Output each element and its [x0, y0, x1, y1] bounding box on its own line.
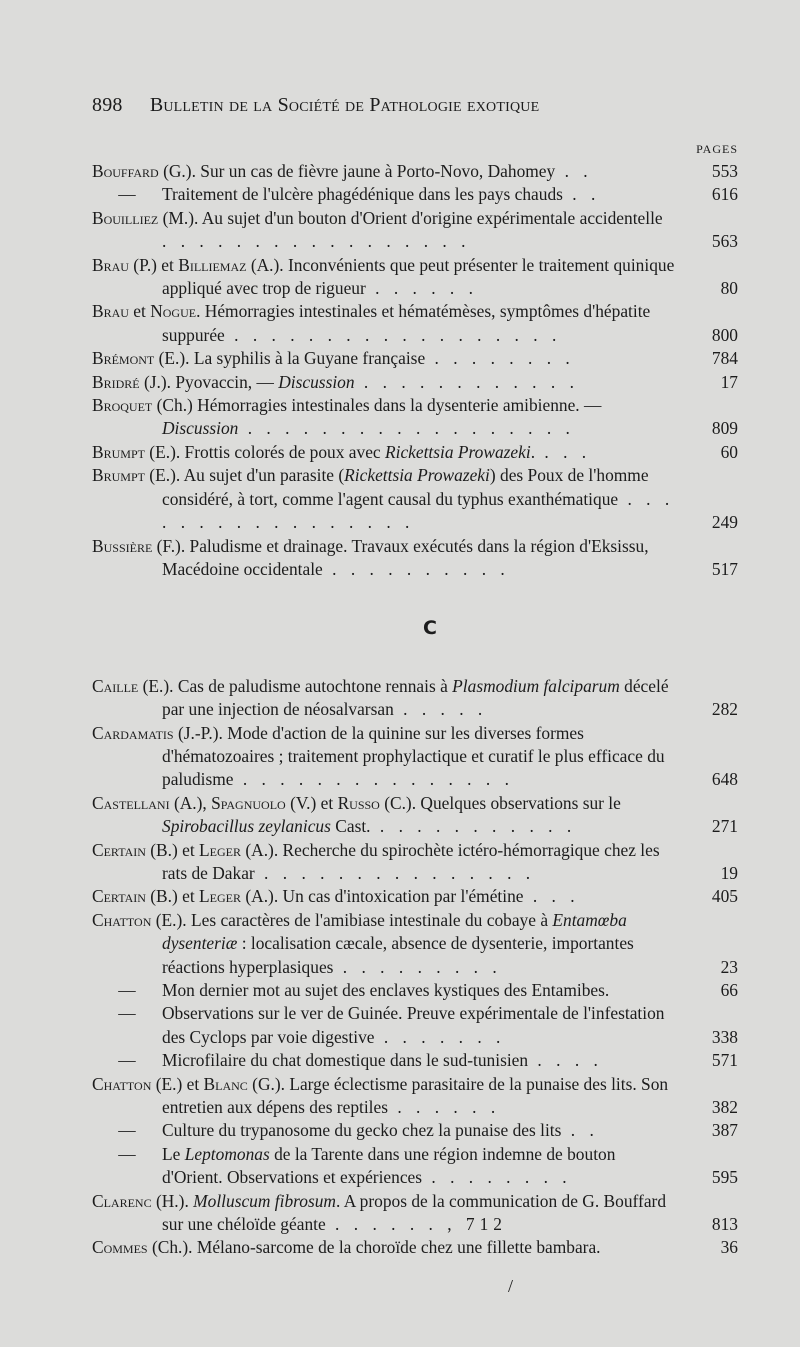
- entry-coauthor: Leger: [199, 886, 241, 907]
- entry-page-number: 60: [720, 441, 738, 462]
- entry-page-number: 271: [711, 816, 738, 837]
- index-entry: [92, 254, 738, 301]
- entry-coauthor: Russo: [337, 792, 380, 813]
- entry-text: [92, 183, 738, 206]
- entry-text: [92, 441, 738, 464]
- entry-italic-text: Discussion: [278, 371, 355, 392]
- entry-text: [92, 909, 738, 979]
- entry-title-text: de la Tarente dans une région indemne de bouton d'Orient. Observations et expériences: [162, 1143, 616, 1188]
- entry-page-number: 338: [711, 1026, 738, 1047]
- dot-leader: . . . . . . . . . .: [322, 558, 510, 579]
- ditto-dash: —: [118, 1003, 136, 1024]
- dot-leader: . . . . . . . . . . . . . . . . .: [162, 488, 675, 533]
- entry-title-text: .: [530, 441, 536, 462]
- dot-leader: . . . . .: [393, 699, 488, 720]
- entry-text: [92, 1073, 738, 1120]
- entry-author: Commes: [92, 1237, 148, 1258]
- entry-text: [92, 1049, 738, 1072]
- entry-page-number: 809: [711, 418, 738, 439]
- entry-author: Caille: [92, 675, 139, 696]
- entry-coauthor: Nogue: [150, 301, 197, 322]
- entry-author: Brémont: [92, 348, 155, 369]
- index-entry: [92, 183, 738, 206]
- index-entry: [92, 675, 738, 722]
- entry-page-number: 405: [711, 886, 738, 907]
- entry-title-text: (A.). Inconvénients que peut présenter le traitement quinique appliqué avec trop de rigueur: [162, 254, 675, 299]
- entry-page-number: 17: [720, 371, 738, 392]
- entry-page-number: 648: [711, 769, 738, 790]
- running-title: Bulletin de la Société de Pathologie exotique: [149, 94, 540, 116]
- entry-page-number: 249: [711, 512, 738, 533]
- entry-title-text: Mon dernier mot au sujet des enclaves kystiques des Entamibes.: [162, 980, 610, 1000]
- dot-leader: . . . . . . . . . . . . . . .: [254, 862, 536, 883]
- entry-title-text: (E.). Au sujet d'un parasite (: [144, 465, 345, 486]
- entry-page-number: 387: [711, 1120, 738, 1141]
- index-entry: [92, 792, 738, 839]
- entry-text: [92, 300, 738, 347]
- entry-italic-text: Spirobacillus zeylanicus: [162, 816, 331, 837]
- entry-text: [92, 371, 738, 394]
- entry-title-text: (H.).: [151, 1190, 194, 1211]
- entry-title-text: (E.). Cas de paludisme autochtone rennais à: [138, 675, 453, 696]
- index-entry: [92, 535, 738, 582]
- entry-page-number: 517: [711, 558, 738, 579]
- entry-title-text: ) des Poux de l'homme considéré, à tort, comme l'agent causal du typhus exanthématique: [162, 465, 649, 509]
- entry-italic-text: Leptomonas: [184, 1143, 270, 1164]
- dot-leader: . . . . . . .: [374, 1026, 506, 1047]
- entry-text: [92, 792, 738, 839]
- index-entry: [92, 394, 738, 441]
- entry-page-number: 382: [711, 1097, 738, 1118]
- entry-author: Clarenc: [92, 1190, 152, 1211]
- entry-author: Cardamatis: [92, 722, 174, 743]
- dot-leader: . . . . . . . .: [422, 1167, 572, 1188]
- entry-text: [92, 347, 738, 370]
- index-entry: [92, 207, 738, 254]
- entry-title-text: (J.-P.). Mode d'action de la quinine sur les diverses formes d'hématozoaires ; traitement prophylactique et curatif le plus efficace du paludisme: [162, 722, 665, 790]
- entry-title-text: (A.). Recherche du spirochète ictéro-hémorragique chez les rats de Dakar: [162, 839, 660, 883]
- entry-italic-text: Rickettsia Prowazeki: [344, 465, 490, 486]
- index-entry: [92, 160, 738, 183]
- entry-title-text: Traitement de l'ulcère phagédénique dans les pays chauds: [162, 184, 563, 205]
- page-number: 898: [92, 94, 123, 116]
- entry-page-number: 19: [720, 862, 738, 883]
- index-entry: [92, 1073, 738, 1120]
- ditto-dash: —: [118, 1120, 136, 1141]
- entry-author: Castellani: [92, 792, 170, 813]
- index-entry: [92, 909, 738, 979]
- entry-title-text: (A.),: [169, 792, 212, 813]
- ditto-dash: —: [118, 184, 136, 205]
- dot-leader: . . .: [523, 886, 580, 907]
- entry-text: [92, 160, 738, 183]
- entry-page-number: 563: [711, 231, 738, 252]
- entry-title-text: (Ch.) Hémorragies intestinales dans la dysenterie amibienne. —: [152, 395, 602, 416]
- ditto-dash: —: [118, 1050, 136, 1071]
- entry-title-text: . Hémorragies intestinales et hématémèses, symptômes d'hépatite suppurée: [162, 301, 651, 345]
- dot-leader: . . . . . .: [365, 278, 478, 299]
- entry-page-number: 282: [711, 699, 738, 720]
- entry-title-text: (A.). Un cas d'intoxication par l'émétine: [241, 886, 524, 907]
- entry-author: Brumpt: [92, 465, 145, 486]
- entry-page-number: 36: [720, 1237, 738, 1258]
- entry-text: [92, 675, 738, 722]
- entry-title-text: Observations sur le ver de Guinée. Preuve expérimentale de l'infestation des Cyclops par voie digestive: [162, 1003, 665, 1047]
- entry-title-text: (G.). Large éclectisme parasitaire de la punaise des lits. Son entretien aux dépens des reptiles: [162, 1073, 669, 1118]
- entry-coauthor: Billiemaz: [178, 254, 247, 275]
- dot-leader: . . . . . . , 712: [325, 1214, 508, 1235]
- dot-leader: . .: [561, 1120, 599, 1141]
- entry-page-number: 800: [711, 324, 738, 345]
- entry-text: [92, 1236, 738, 1259]
- entry-title-text: (E.) et: [151, 1073, 204, 1094]
- dot-leader: . . . . . . . . . . . . . . .: [233, 769, 514, 790]
- entry-title-text: . A propos de la communication de G. Bouffard sur une chéloïde géante: [162, 1190, 667, 1235]
- entry-text: [92, 1119, 738, 1142]
- entry-title-text: Le: [162, 1143, 185, 1164]
- index-entry: [92, 1190, 738, 1237]
- index-entry: [92, 722, 738, 792]
- dot-leader: . . . . . . . . .: [333, 956, 502, 977]
- index-entry: [92, 1236, 738, 1259]
- entry-author: Broquet: [92, 395, 153, 416]
- entry-title-text: (C.). Quelques observations sur le: [379, 792, 621, 813]
- entry-author: Brumpt: [92, 441, 145, 462]
- entry-title-text: (J.). Pyovaccin, —: [139, 371, 279, 392]
- entry-title-text: : localisation cæcale, absence de dysenterie, importantes réactions hyperplasiques: [162, 933, 634, 977]
- entry-italic-text: Molluscum fibrosum: [193, 1190, 336, 1211]
- index-entry: [92, 839, 738, 886]
- index-entry: [92, 300, 738, 347]
- entry-author: Chatton: [92, 1073, 152, 1094]
- index-entry: [92, 1049, 738, 1072]
- entry-author: Bussière: [92, 535, 153, 556]
- entry-title-text: (G.). Sur un cas de fièvre jaune à Porto-Novo, Dahomey: [158, 161, 556, 181]
- entry-page-number: 595: [711, 1167, 738, 1188]
- index-entry: [92, 1002, 738, 1049]
- entry-author: Bouffard: [92, 161, 159, 181]
- ditto-dash: —: [118, 1143, 136, 1164]
- entry-text: [92, 839, 738, 886]
- entry-text: [92, 1190, 738, 1237]
- stray-mark: /: [508, 1276, 514, 1296]
- ditto-dash: —: [118, 980, 136, 1000]
- entry-title-text: (M.). Au sujet d'un bouton d'Orient d'origine expérimentale accidentelle: [158, 207, 663, 228]
- entry-text: [92, 464, 738, 534]
- dot-leader: . .: [562, 184, 601, 205]
- entry-author: Brau: [92, 301, 129, 322]
- index-entry: [92, 464, 738, 534]
- index-entries: [92, 160, 738, 1260]
- entry-author: Chatton: [92, 909, 152, 930]
- index-entry: [92, 1143, 738, 1190]
- entry-title-text: (E.). Les caractères de l'amibiase intestinale du cobaye à: [151, 909, 553, 930]
- entry-title-text: (Ch.). Mélano-sarcome de la choroïde chez une fillette bambara.: [147, 1237, 601, 1258]
- entry-text: [92, 535, 738, 582]
- entry-text: [92, 394, 738, 441]
- entry-title-text: (B.) et: [145, 839, 200, 860]
- entry-page-number: 66: [720, 980, 738, 1000]
- entry-author: Certain: [92, 886, 146, 907]
- pages-column-label: PAGES: [696, 142, 738, 156]
- entry-title-text: Cast.: [330, 816, 371, 837]
- dot-leader: . . . . . .: [388, 1097, 501, 1118]
- entry-author: Bouilliez: [92, 207, 159, 228]
- entry-text: [92, 979, 738, 1002]
- entry-italic-text: Plasmodium falciparum: [452, 675, 620, 696]
- entry-text: [92, 1002, 738, 1049]
- page-header: [92, 94, 712, 117]
- entry-title-text: Culture du trypanosome du gecko chez la punaise des lits: [162, 1120, 562, 1141]
- dot-leader: . . . . . . . . . . . . . . . . . .: [224, 324, 562, 345]
- entry-text: [92, 885, 738, 908]
- index-entry: [92, 347, 738, 370]
- entry-italic-text: Discussion: [162, 418, 239, 439]
- entry-title-text: (V.) et: [285, 792, 338, 813]
- entry-page-number: 784: [711, 348, 738, 369]
- entry-page-number: 571: [711, 1050, 738, 1071]
- entry-italic-text: Entamœba dysenteriæ: [162, 909, 627, 954]
- entry-text: [92, 722, 738, 792]
- entry-text: [92, 254, 738, 301]
- index-entry: [92, 979, 738, 1002]
- dot-leader: . . . . . . . . . . . . . . . . .: [162, 231, 471, 252]
- dot-leader: . . .: [535, 441, 592, 462]
- entry-title-text: (P.) et: [128, 254, 179, 275]
- entries-section-b: [92, 160, 738, 581]
- dot-leader: . . . . . . . . . . . . . . . . . .: [238, 418, 575, 439]
- entry-author: Brau: [92, 254, 129, 275]
- index-entry: [92, 371, 738, 394]
- entry-title-text: décelé par une injection de néosalvarsan: [162, 675, 669, 720]
- entry-text: [92, 207, 738, 254]
- entry-author: Certain: [92, 839, 146, 860]
- index-entry: [92, 1119, 738, 1142]
- entry-text: [92, 1143, 738, 1190]
- entry-title-text: Microfilaire du chat domestique dans le sud-tunisien: [162, 1050, 529, 1071]
- entry-coauthor: Blanc: [203, 1073, 248, 1094]
- entry-author: Bridré: [92, 371, 140, 392]
- dot-leader: . . . . . . . . . . . .: [354, 371, 579, 392]
- dot-leader: . . . .: [528, 1050, 603, 1071]
- entry-title-text: (B.) et: [145, 886, 200, 907]
- entry-page-number: 813: [711, 1214, 738, 1235]
- dot-leader: . .: [555, 161, 593, 181]
- entry-page-number: 23: [720, 956, 738, 977]
- entry-page-number: 616: [711, 184, 738, 205]
- entry-title-text: (E.). Frottis colorés de poux avec: [144, 441, 385, 462]
- entry-coauthor: Spagnuolo: [211, 792, 286, 813]
- dot-leader: . . . . . . . .: [425, 348, 575, 369]
- section-letter-c: C: [423, 617, 437, 640]
- entry-coauthor: Leger: [199, 839, 241, 860]
- entry-title-text: (F.). Paludisme et drainage. Travaux exécutés dans la région d'Eksissu, Macédoine occidentale: [152, 535, 649, 579]
- entry-page-number: 80: [720, 278, 738, 299]
- dot-leader: . . . . . . . . . . .: [370, 816, 577, 837]
- index-entry: [92, 441, 738, 464]
- entry-page-number: 553: [711, 161, 738, 181]
- entry-title-text: et: [128, 301, 151, 322]
- entry-italic-text: Rickettsia Prowazeki: [384, 441, 531, 462]
- entry-title-text: (E.). La syphilis à la Guyane française: [154, 348, 426, 369]
- entries-section-c: [92, 675, 738, 1260]
- index-entry: [92, 885, 738, 908]
